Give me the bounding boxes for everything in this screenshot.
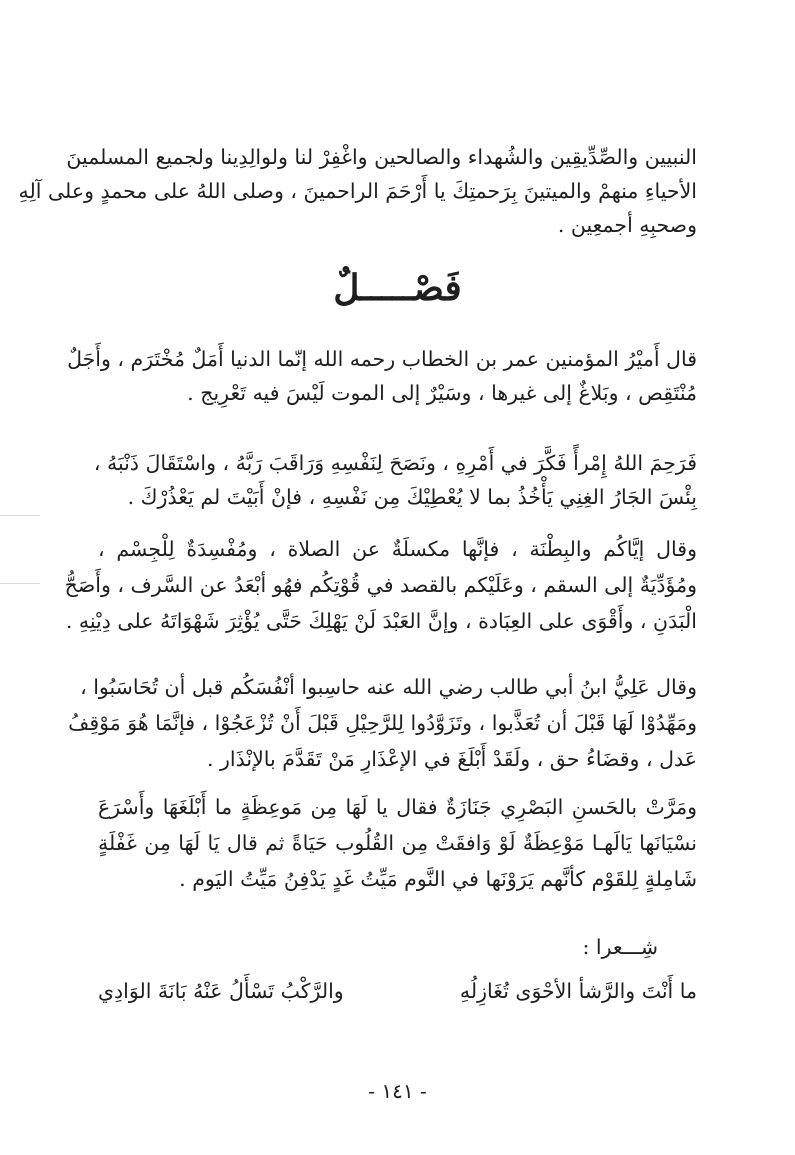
- text-line: وصحبِهِ أجمعِين .: [557, 213, 697, 237]
- text-line: شَامِلةٍ لِلقَوْم كأنَّهم يَرَوْنَها في النَّوم مَيِّتُ غَدٍ يَدْفِنُ مَيِّتُ اليَوم .: [179, 867, 697, 891]
- poem-label: شِـــعرا :: [582, 935, 658, 959]
- text-line: ومَهِّدُوْا لَهَا قَبْلَ أن تُعَذَّبوا ، وتَزَوَّدُوا لِلرَّحِيْلِ قَبْلَ أَنْ تُزْعَجُوْا ، فإنَّمَا هُوَ مَوْقِفُ: [68, 711, 697, 735]
- text-line: النبيين والصِّدِّيقِين والشُهداء والصالحين واغْفِرْ لنا ولوالِدِينا ولجميع المسلمينَ: [66, 145, 697, 169]
- scan-edge-mark: [0, 515, 40, 516]
- text-line: الْبَدَنِ ، وأَقْوَى على العِبَادة ، وإنَّ العَبْدَ لَنْ يَهْلِكَ حَتَّى يُؤْثِرَ شَهْوَاتَهُ على دِيْنِهِ .: [65, 609, 697, 633]
- page-number: - ١٤١ -: [368, 1079, 427, 1103]
- text-line: عَدل ، وقضَاءُ حق ، ولَقَدْ أَبْلَغَ في الإعْذَارِ مَنْ تَقَدَّمَ بالإنْذَار .: [206, 747, 697, 771]
- text-line: وقال عَلِيُّ ابنُ أبي طالب رضي الله عنه حاسِبوا أنْفُسَكُم قبل أن تُحَاسَبُوا ،: [80, 675, 697, 699]
- section-heading: فَصْـــــلٌ: [333, 267, 462, 309]
- text-line: بِئْسَ الجَارُ الغِنِي يَأْخُذُ بما لا يُعْطِيْكَ مِن نَفْسِهِ ، فإنْ أَبَيْتَ لم يَعْذُرْكَ .: [127, 485, 697, 509]
- verse-first-hemistich: ما أَنْتَ والرَّشأ الأحْوَى تُغَازِلُهِ: [459, 979, 697, 1003]
- text-line: الأحياءِ منهمْ والميتينَ بِرَحمتِكَ يا أَرْحَمَ الراحمينَ ، وصلى اللهُ على محمدٍ وعلى آلِهِ: [18, 179, 697, 203]
- text-line: مُنْتَقِص ، وبَلاغٌ إلى غيرها ، وسَيْرٌ إلى الموت لَيْسَ فيه تَعْرِيج .: [187, 381, 697, 405]
- text-line: قال أَميْرُ المؤمنين عمر بن الخطاب رحمه الله إنّما الدنيا أَمَلٌ مُخْتَرَم ، وأَجَلٌ: [67, 347, 697, 371]
- text-line: ومَرَّتْ بالحَسنِ البَصْرِي جَنَازَةٌ فقال يا لَهَا مِن مَوعِظَةٍ ما أَبْلَغَهَا وأَسْرَعَ: [98, 795, 697, 819]
- text-line: فَرَحِمَ اللهُ إِمْرأً فَكَّرَ في أَمْرِهِ ، ونَصَحَ لِنَفْسِهِ وَرَاقَبَ رَبَّهُ ، واسْتَقَالَ ذَنْبَهُ ،: [93, 451, 697, 475]
- scan-edge-mark: [0, 583, 40, 584]
- text-line: نسْيَانَها يَالَهـا مَوْعِظَةٌ لَوْ وَافقَتْ مِن القُلُوب حَيَاةً ثم قال يَا لَهَا مِن غَفْلَةٍ: [98, 831, 697, 855]
- text-line: وقال إيَّاكُم والبِطْنَة ، فإنَّها مكسلَةٌ عن الصلاة ، ومُفْسِدَةٌ لِلْجِسْم ،: [98, 537, 697, 561]
- text-line: ومُؤَدِّيَةٌ إلى السقم ، وعَلَيْكم بالقصد في قُوْتِكُم فهُو أبْعَدُ عن السَّرف ، وأَصَحُّ: [64, 573, 697, 597]
- verse-second-hemistich: والرَّكْبُ تَسْأَلُ عَنْهُ بَانَةَ الوَادِي: [98, 979, 344, 1003]
